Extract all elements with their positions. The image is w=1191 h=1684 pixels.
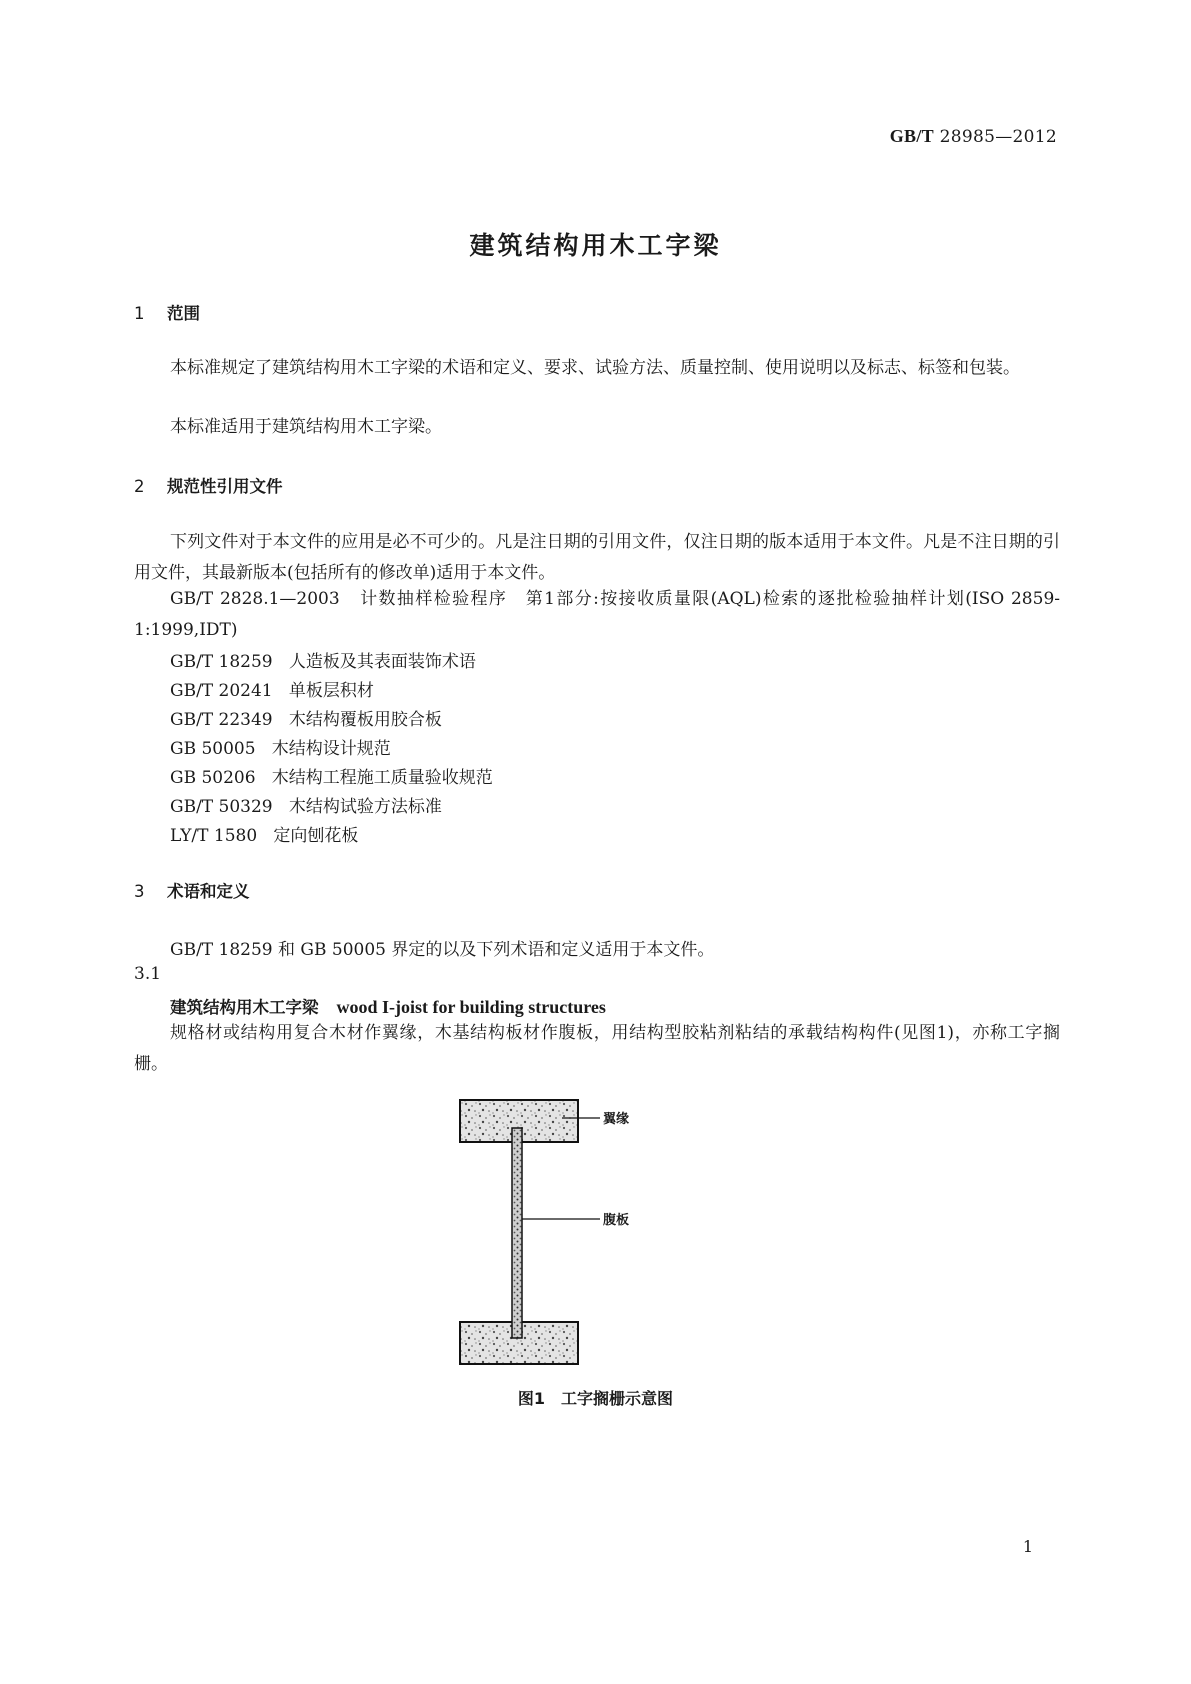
flange-label: 翼缘 — [603, 1112, 630, 1127]
reference-item — [170, 821, 358, 846]
section-1-title: 范围 — [167, 304, 200, 323]
reference-title: 定向刨花板 — [273, 826, 359, 846]
section-1-paragraph-2: 本标准适用于建筑结构用木工字梁。 — [170, 417, 442, 437]
reference-item — [170, 647, 476, 672]
standard-number: 28985—2012 — [939, 127, 1057, 147]
section-3-paragraph-1: GB/T 18259 和 GB 50005 界定的以及下列术语和定义适用于本文件。 — [170, 940, 715, 960]
page-number: 1 — [1022, 1537, 1033, 1556]
section-3-title: 术语和定义 — [167, 882, 250, 901]
reference-title: 木结构工程施工质量验收规范 — [271, 768, 493, 788]
reference-code: LY/T 1580 — [170, 826, 258, 846]
web-label: 腹板 — [603, 1213, 630, 1228]
reference-title: 木结构试验方法标准 — [288, 797, 442, 817]
section-1-paragraph-1: 本标准规定了建筑结构用木工字梁的术语和定义、要求、试验方法、质量控制、使用说明以及标志、标签和包装。 — [170, 358, 1020, 378]
reference-item — [170, 792, 442, 817]
section-3-heading — [134, 878, 250, 902]
reference-code: GB 50206 — [170, 768, 256, 788]
section-2-paragraph-1: 下列文件对于本文件的应用是必不可少的。凡是注日期的引用文件，仅注日期的版本适用于本文件。凡是不注日期的引用文件，其最新版本(包括所有的修改单)适用于本文件。 — [134, 532, 1060, 583]
term-heading — [170, 994, 606, 1018]
reference-code: GB/T 22349 — [170, 710, 273, 730]
i-joist-diagram — [450, 1090, 690, 1370]
term-definition: 规格材或结构用复合木材作翼缘，木基结构板材作腹板，用结构型胶粘剂粘结的承载结构构件(见图1)，亦称工字搁栅。 — [134, 1023, 1060, 1074]
document-title: 建筑结构用木工字梁 — [469, 231, 722, 260]
term-chinese: 建筑结构用木工字梁 — [170, 998, 319, 1017]
standard-prefix: GB/T — [889, 126, 934, 146]
reference-item — [170, 676, 374, 701]
reference-title: 木结构设计规范 — [271, 739, 391, 759]
reference-item — [170, 705, 442, 730]
reference-item — [170, 734, 391, 759]
section-1-heading — [134, 300, 200, 324]
term-english: wood I-joist for building structures — [336, 997, 606, 1017]
section-2-title: 规范性引用文件 — [167, 477, 283, 496]
figure-caption: 图1 工字搁栅示意图 — [517, 1389, 674, 1408]
reference-title: 人造板及其表面装饰术语 — [288, 652, 476, 672]
web-plate — [512, 1128, 522, 1338]
reference-code: GB/T 18259 — [170, 652, 273, 672]
reference-item — [170, 763, 493, 788]
reference-code: GB/T 20241 — [170, 681, 273, 701]
reference-title: 计数抽样检验程序 第1部分:按接收质量限(AQL)检索的逐批检验抽样计划(ISO 2859-1:1999,IDT) — [134, 589, 1061, 640]
section-2-heading — [134, 473, 283, 497]
reference-code: GB/T 2828.1—2003 — [170, 589, 340, 609]
section-2-number: 2 — [134, 477, 145, 496]
reference-title: 单板层积材 — [288, 681, 374, 701]
reference-title: 木结构覆板用胶合板 — [288, 710, 442, 730]
reference-code: GB/T 50329 — [170, 797, 273, 817]
section-3-number: 3 — [134, 882, 145, 901]
section-1-number: 1 — [134, 304, 145, 323]
term-number: 3.1 — [134, 964, 162, 984]
standard-code — [890, 126, 1057, 147]
reference-item — [134, 584, 1060, 646]
reference-code: GB 50005 — [170, 739, 256, 759]
